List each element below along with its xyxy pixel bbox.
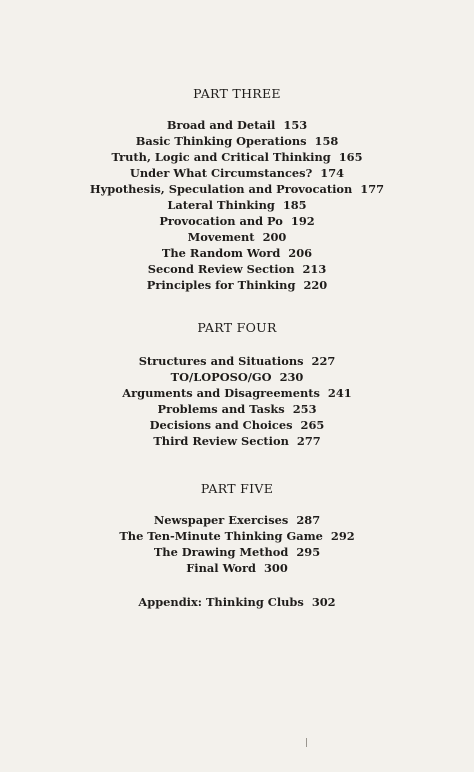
toc-entry: The Ten-Minute Thinking Game 292 xyxy=(119,529,355,543)
toc-entry: Structures and Situations 227 xyxy=(138,354,336,368)
part-five-entries xyxy=(0,512,474,576)
toc-entry: Decisions and Choices 265 xyxy=(149,418,325,432)
toc-entry: Broad and Detail 153 xyxy=(166,118,308,132)
toc-entry: TO/LOPOSO/GO 230 xyxy=(170,370,304,384)
part-heading: PART FIVE xyxy=(200,481,274,496)
part-four-section xyxy=(0,320,474,336)
toc-entry: The Drawing Method 295 xyxy=(153,545,321,559)
part-heading: PART FOUR xyxy=(197,320,277,335)
toc-entry: Basic Thinking Operations 158 xyxy=(135,134,339,148)
toc-entry: Under What Circumstances? 174 xyxy=(129,166,345,180)
appendix-entry: Appendix: Thinking Clubs 302 xyxy=(138,595,336,609)
toc-entry: The Random Word 206 xyxy=(161,246,313,260)
part-four-entries xyxy=(0,353,474,449)
part-heading: PART THREE xyxy=(193,86,281,101)
toc-entry: Arguments and Disagreements 241 xyxy=(122,386,352,400)
part-three-entries xyxy=(0,117,474,293)
toc-entry: Hypothesis, Speculation and Provocation 177 xyxy=(89,182,385,196)
part-five-section xyxy=(0,481,474,497)
toc-entry: Provocation and Po 192 xyxy=(159,214,315,228)
toc-entry: Newspaper Exercises 287 xyxy=(153,513,321,527)
toc-entry: Second Review Section 213 xyxy=(147,262,327,276)
toc-entry: Lateral Thinking 185 xyxy=(167,198,307,212)
part-three-section xyxy=(0,86,474,102)
toc-entry: Problems and Tasks 253 xyxy=(157,402,317,416)
paper-speck xyxy=(306,738,307,747)
appendix-section xyxy=(0,594,474,610)
toc-entry: Final Word 300 xyxy=(186,561,288,575)
toc-entry: Movement 200 xyxy=(187,230,287,244)
toc-entry: Principles for Thinking 220 xyxy=(146,278,328,292)
toc-entry: Truth, Logic and Critical Thinking 165 xyxy=(111,150,363,164)
toc-entry: Third Review Section 277 xyxy=(153,434,321,448)
